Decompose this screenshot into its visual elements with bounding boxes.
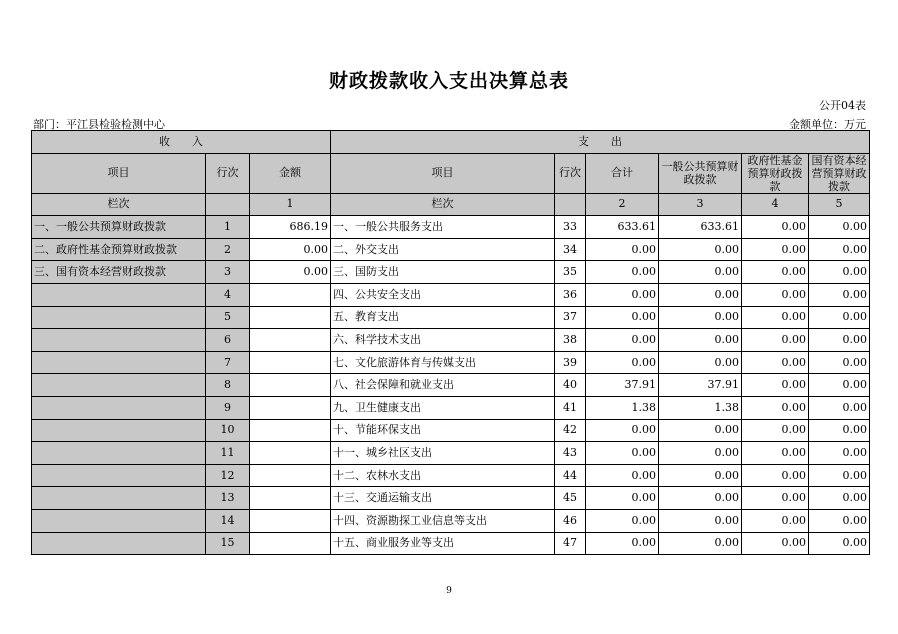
general-budget-cell: 0.00 — [659, 329, 742, 352]
income-amount-cell — [250, 509, 331, 532]
total-cell: 1.38 — [586, 396, 659, 419]
expense-item-cell: 十五、商业服务业等支出 — [331, 532, 555, 555]
income-item-cell — [32, 306, 206, 329]
income-item-cell — [32, 464, 206, 487]
state-capital-cell: 0.00 — [809, 374, 870, 397]
general-budget-cell: 0.00 — [659, 442, 742, 465]
expense-line-no-cell: 34 — [555, 238, 586, 261]
income-amount-cell — [250, 419, 331, 442]
table-row — [32, 487, 870, 510]
income-amount-cell — [250, 351, 331, 374]
amount-unit-label: 金额单位：万元 — [789, 118, 866, 131]
expense-line-no-header: 行次 — [555, 153, 586, 193]
total-cell: 0.00 — [586, 306, 659, 329]
income-amount-cell — [250, 374, 331, 397]
general-budget-cell: 0.00 — [659, 306, 742, 329]
state-capital-cell: 0.00 — [809, 487, 870, 510]
income-line-no-cell: 15 — [206, 532, 250, 555]
income-item-cell — [32, 509, 206, 532]
income-item-cell — [32, 487, 206, 510]
income-item-cell — [32, 374, 206, 397]
report-title: 财政拨款收入支出决算总表 — [328, 70, 569, 92]
income-line-no-cell: 11 — [206, 442, 250, 465]
income-amount-header: 金额 — [250, 153, 331, 193]
department-label: 部门：平江县检验检测中心 — [33, 118, 165, 131]
income-line-no-cell: 12 — [206, 464, 250, 487]
column-number-blank — [206, 193, 250, 216]
income-item-cell — [32, 419, 206, 442]
expense-line-no-cell: 35 — [555, 261, 586, 284]
expense-line-no-cell: 33 — [555, 216, 586, 239]
income-amount-cell — [250, 487, 331, 510]
income-item-cell: 三、国有资本经营财政拨款 — [32, 261, 206, 284]
state-capital-cell: 0.00 — [809, 351, 870, 374]
income-amount-cell: 0.00 — [250, 238, 331, 261]
column-number-4: 4 — [742, 193, 809, 216]
general-budget-cell: 0.00 — [659, 351, 742, 374]
expense-line-no-cell: 43 — [555, 442, 586, 465]
expense-line-no-cell: 38 — [555, 329, 586, 352]
total-cell: 0.00 — [586, 351, 659, 374]
income-line-no-cell: 3 — [206, 261, 250, 284]
income-amount-cell — [250, 396, 331, 419]
income-amount-cell: 0.00 — [250, 261, 331, 284]
general-budget-cell: 0.00 — [659, 283, 742, 306]
table-row — [32, 419, 870, 442]
expense-item-header: 项目 — [331, 153, 555, 193]
income-item-cell — [32, 351, 206, 374]
state-capital-cell: 0.00 — [809, 396, 870, 419]
expense-line-no-cell: 41 — [555, 396, 586, 419]
gov-fund-cell: 0.00 — [742, 509, 809, 532]
expense-line-no-cell: 42 — [555, 419, 586, 442]
table-row — [32, 396, 870, 419]
table-row — [32, 442, 870, 465]
income-item-cell — [32, 442, 206, 465]
column-number-2: 2 — [586, 193, 659, 216]
total-cell: 0.00 — [586, 464, 659, 487]
general-budget-cell: 0.00 — [659, 532, 742, 555]
income-line-no-cell: 13 — [206, 487, 250, 510]
column-number-blank — [555, 193, 586, 216]
form-number: 公开04表 — [819, 99, 866, 112]
gov-fund-cell: 0.00 — [742, 216, 809, 239]
general-budget-cell: 37.91 — [659, 374, 742, 397]
column-label-left: 栏次 — [32, 193, 206, 216]
state-capital-header: 国有资本经营预算财政拨款 — [809, 153, 870, 193]
gov-fund-cell: 0.00 — [742, 487, 809, 510]
expense-line-no-cell: 37 — [555, 306, 586, 329]
expense-line-no-cell: 44 — [555, 464, 586, 487]
expense-item-cell: 四、公共安全支出 — [331, 283, 555, 306]
column-number-5: 5 — [809, 193, 870, 216]
total-cell: 37.91 — [586, 374, 659, 397]
gov-fund-cell: 0.00 — [742, 374, 809, 397]
table-row — [32, 306, 870, 329]
state-capital-cell: 0.00 — [809, 442, 870, 465]
table-row — [32, 238, 870, 261]
table-row — [32, 329, 870, 352]
state-capital-cell: 0.00 — [809, 464, 870, 487]
general-budget-cell: 0.00 — [659, 509, 742, 532]
income-item-cell — [32, 329, 206, 352]
income-line-no-header: 行次 — [206, 153, 250, 193]
general-budget-cell: 0.00 — [659, 419, 742, 442]
general-budget-cell: 633.61 — [659, 216, 742, 239]
total-cell: 0.00 — [586, 329, 659, 352]
expense-item-cell: 三、国防支出 — [331, 261, 555, 284]
table-row — [32, 532, 870, 555]
income-amount-cell — [250, 464, 331, 487]
general-budget-header: 一般公共预算财政拨款 — [659, 153, 742, 193]
expense-line-no-cell: 39 — [555, 351, 586, 374]
column-number-1: 1 — [250, 193, 331, 216]
gov-fund-cell: 0.00 — [742, 442, 809, 465]
income-line-no-cell: 7 — [206, 351, 250, 374]
gov-fund-cell: 0.00 — [742, 419, 809, 442]
expense-line-no-cell: 45 — [555, 487, 586, 510]
state-capital-cell: 0.00 — [809, 329, 870, 352]
table-row — [32, 283, 870, 306]
total-cell: 0.00 — [586, 238, 659, 261]
expense-item-cell: 十四、资源勘探工业信息等支出 — [331, 509, 555, 532]
income-item-cell: 二、政府性基金预算财政拨款 — [32, 238, 206, 261]
income-item-cell — [32, 283, 206, 306]
income-line-no-cell: 2 — [206, 238, 250, 261]
total-cell: 0.00 — [586, 283, 659, 306]
income-amount-cell — [250, 532, 331, 555]
expense-item-cell: 六、科学技术支出 — [331, 329, 555, 352]
gov-fund-cell: 0.00 — [742, 261, 809, 284]
income-line-no-cell: 1 — [206, 216, 250, 239]
expense-item-cell: 十二、农林水支出 — [331, 464, 555, 487]
total-cell: 0.00 — [586, 261, 659, 284]
column-label-right: 栏次 — [331, 193, 555, 216]
table-row — [32, 261, 870, 284]
state-capital-cell: 0.00 — [809, 532, 870, 555]
general-budget-cell: 0.00 — [659, 487, 742, 510]
table-row — [32, 216, 870, 239]
state-capital-cell: 0.00 — [809, 306, 870, 329]
income-item-cell: 一、一般公共预算财政拨款 — [32, 216, 206, 239]
gov-fund-cell: 0.00 — [742, 351, 809, 374]
gov-fund-cell: 0.00 — [742, 329, 809, 352]
state-capital-cell: 0.00 — [809, 283, 870, 306]
fiscal-summary-table — [31, 130, 870, 555]
state-capital-cell: 0.00 — [809, 261, 870, 284]
expense-line-no-cell: 46 — [555, 509, 586, 532]
expense-item-cell: 七、文化旅游体育与传媒支出 — [331, 351, 555, 374]
table-row — [32, 509, 870, 532]
general-budget-cell: 0.00 — [659, 238, 742, 261]
total-cell: 0.00 — [586, 509, 659, 532]
table-row — [32, 464, 870, 487]
expense-item-cell: 十一、城乡社区支出 — [331, 442, 555, 465]
total-cell: 0.00 — [586, 532, 659, 555]
gov-fund-cell: 0.00 — [742, 464, 809, 487]
state-capital-cell: 0.00 — [809, 216, 870, 239]
expense-item-cell: 一、一般公共服务支出 — [331, 216, 555, 239]
gov-fund-cell: 0.00 — [742, 532, 809, 555]
income-line-no-cell: 5 — [206, 306, 250, 329]
income-amount-cell — [250, 442, 331, 465]
expense-item-cell: 五、教育支出 — [331, 306, 555, 329]
gov-fund-cell: 0.00 — [742, 238, 809, 261]
income-section-header: 收 入 — [32, 131, 331, 154]
income-line-no-cell: 8 — [206, 374, 250, 397]
income-line-no-cell: 6 — [206, 329, 250, 352]
general-budget-cell: 1.38 — [659, 396, 742, 419]
income-amount-cell: 686.19 — [250, 216, 331, 239]
state-capital-cell: 0.00 — [809, 419, 870, 442]
state-capital-cell: 0.00 — [809, 238, 870, 261]
section-header-row — [32, 131, 870, 154]
expense-item-cell: 二、外交支出 — [331, 238, 555, 261]
expense-section-header: 支 出 — [331, 131, 870, 154]
expense-line-no-cell: 47 — [555, 532, 586, 555]
income-item-cell — [32, 396, 206, 419]
total-cell: 0.00 — [586, 419, 659, 442]
column-number-3: 3 — [659, 193, 742, 216]
column-header-row — [32, 153, 870, 193]
expense-line-no-cell: 36 — [555, 283, 586, 306]
income-line-no-cell: 9 — [206, 396, 250, 419]
page-number: 9 — [446, 586, 452, 596]
gov-fund-cell: 0.00 — [742, 283, 809, 306]
gov-fund-cell: 0.00 — [742, 306, 809, 329]
income-amount-cell — [250, 283, 331, 306]
income-amount-cell — [250, 329, 331, 352]
expense-item-cell: 八、社会保障和就业支出 — [331, 374, 555, 397]
income-line-no-cell: 14 — [206, 509, 250, 532]
gov-fund-header: 政府性基金预算财政拨款 — [742, 153, 809, 193]
total-cell: 633.61 — [586, 216, 659, 239]
state-capital-cell: 0.00 — [809, 509, 870, 532]
general-budget-cell: 0.00 — [659, 464, 742, 487]
gov-fund-cell: 0.00 — [742, 396, 809, 419]
table-row — [32, 374, 870, 397]
income-amount-cell — [250, 306, 331, 329]
column-number-row — [32, 193, 870, 216]
income-line-no-cell: 10 — [206, 419, 250, 442]
expense-item-cell: 十、节能环保支出 — [331, 419, 555, 442]
total-cell: 0.00 — [586, 442, 659, 465]
total-header: 合计 — [586, 153, 659, 193]
expense-item-cell: 九、卫生健康支出 — [331, 396, 555, 419]
income-line-no-cell: 4 — [206, 283, 250, 306]
income-item-cell — [32, 532, 206, 555]
expense-item-cell: 十三、交通运输支出 — [331, 487, 555, 510]
income-item-header: 项目 — [32, 153, 206, 193]
table-row — [32, 351, 870, 374]
expense-line-no-cell: 40 — [555, 374, 586, 397]
total-cell: 0.00 — [586, 487, 659, 510]
general-budget-cell: 0.00 — [659, 261, 742, 284]
